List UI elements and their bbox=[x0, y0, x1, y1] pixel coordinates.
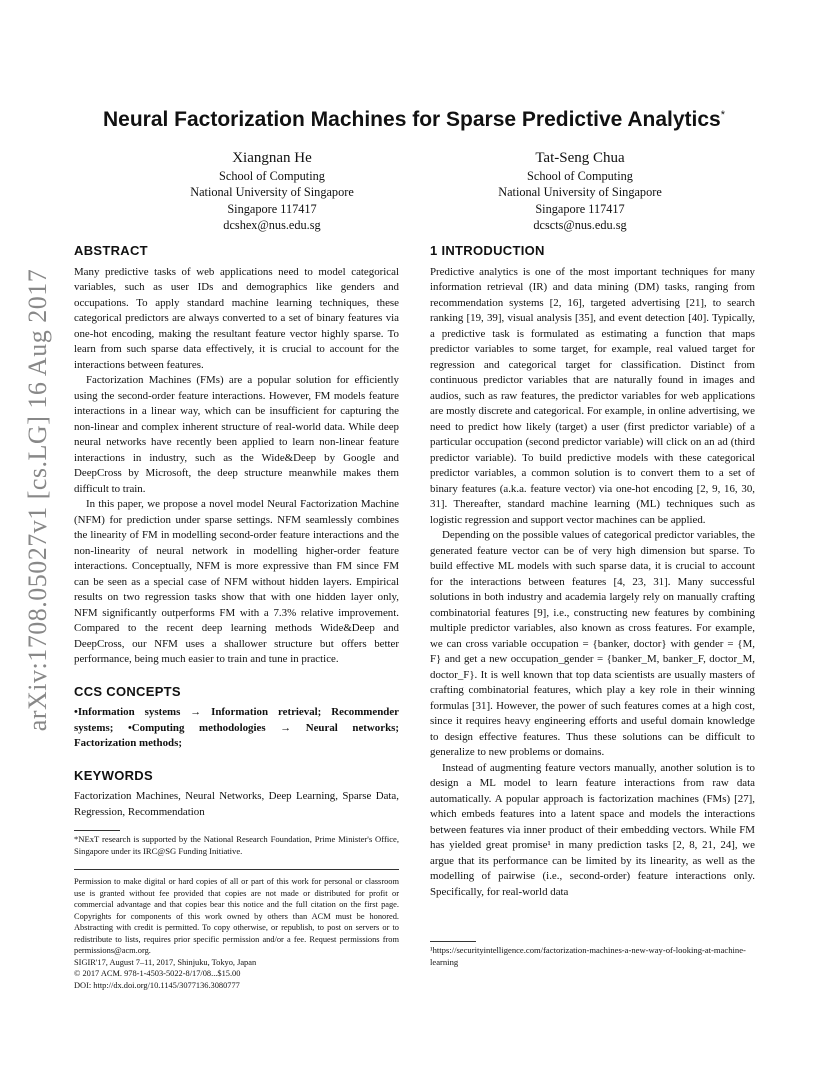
ccs-heading: CCS CONCEPTS bbox=[74, 683, 181, 699]
ccs-concepts-text: •Information systems → Information retrieval; Recommender systems; •Computing methodologies → Neural networks; Factorization methods; bbox=[74, 706, 399, 749]
conference-venue: SIGIR'17, August 7–11, 2017, Shinjuku, Tokyo, Japan bbox=[74, 957, 257, 967]
author-block-2 bbox=[430, 149, 730, 233]
author-name: Tat-Seng Chua bbox=[535, 150, 625, 166]
author-org: National University of Singapore bbox=[498, 185, 662, 200]
author-email: dcshex@nus.edu.sg bbox=[223, 217, 321, 232]
arxiv-stamp-text: arXiv:1708.05027v1 [cs.LG] 16 Aug 2017 bbox=[23, 268, 52, 732]
footnote-rule bbox=[74, 830, 120, 831]
author-address: Singapore 117417 bbox=[535, 201, 625, 216]
arxiv-stamp bbox=[20, 268, 56, 732]
right-column bbox=[430, 243, 755, 900]
footnote-rule bbox=[430, 941, 476, 942]
introduction-paragraph-1: Predictive analytics is one of the most important techniques for many information retrieval (IR) and data mining (DM) tasks, ranging from recommendation systems [2, 16], targeted advertising [21], to search ranking [19, 39], visual analysis [35], and event detection [40]. Typically, a predictive task is formulated as estimating a function that maps predictor variables to some target, for example, real valued target for regression and categorical target for classification. Distinct from continuous predictor variables that are naturally found in images and audios, such as raw features, the predictor variables for web applications are mostly discrete and categorical. For example, in online advertising, we need to predict how likely (target) a user (first predictor variable) of a particular occupation (second predictor variable) will click on an ad (third predictor variable). To build predictive models with these categorical predictor variables, a common solution is to convert them to a set of binary features (a.k.a. feature vector) via one-hot encoding [2, 9, 16, 30, 31]. Thereafter, standard machine learning (ML) techniques such as logistic regression and support vector machines can be applied. bbox=[430, 265, 755, 526]
author-email: dcscts@nus.edu.sg bbox=[533, 217, 627, 232]
author-dept: School of Computing bbox=[527, 169, 633, 183]
keywords-text: Factorization Machines, Neural Networks, Deep Learning, Sparse Data, Regression, Recommendation bbox=[74, 790, 399, 818]
license-text: Permission to make digital or hard copies of all or part of this work for personal or classroom use is granted without fee provided that copies are not made or distributed for profit or commercial advantage and that copies bear this notice and the full citation on the first page. Copyrights for components of this work owned by others than ACM must be honored. Abstracting with credit is permitted. To copy otherwise, or republish, to post on servers or to redistribute to lists, requires prior specific permission and/or a fee. Request permissions from permissions@acm.org. bbox=[74, 877, 399, 955]
paper-title-text: Neural Factorization Machines for Sparse Predictive Analytics bbox=[102, 108, 721, 131]
author-address: Singapore 117417 bbox=[227, 201, 317, 216]
abstract-heading: ABSTRACT bbox=[74, 243, 148, 258]
introduction-paragraph-3: Instead of augmenting feature vectors manually, another solution is to design a ML model to learn feature interactions from raw data automatically. A popular approach is factorization machines (FMs) [27], which embeds features into a latent space and models the interactions between features via inner product of their embedding vectors. While FM has yielded great promise¹ in many prediction tasks [2, 8, 21, 24], we argue that its performance can be limited by its linearity, as well as the modelling of pairwise (i.e., second-order) feature interactions only. Specifically, for real-world data bbox=[430, 761, 755, 898]
introduction-paragraph-2: Depending on the possible values of categorical predictor variables, the generated feature vector can be of very high dimension but sparse. To build effective ML models with such sparse data, it is crucial to account for the interactions between features [4, 23, 31]. Many successful solutions in both industry and academia largely rely on manually crafting combinatorial features [9], i.e., constructing new features by combining multiple predictor variables, also known as cross features. For example, we can cross variable occupation = {banker, doctor} with gender = {M, F} and get a new occupation_gender = {banker_M, banker_F, doctor_M, doctor_F}. It is well known that top data scientists are usually masters of crafting combinatorial features, which play a key role in their winning formulas [31]. However, the power of such features comes at a high cost, since it requires heavy engineering efforts and useful domain knowledge to design effective features. Thus these solutions can be difficult to generalize to new problems or domains. bbox=[430, 529, 755, 758]
title-footnote-mark: * bbox=[720, 109, 726, 121]
url-footnote-block bbox=[430, 931, 755, 968]
doi-line: DOI: http://dx.doi.org/10.1145/3077136.3080777 bbox=[74, 980, 240, 990]
copyright-line: © 2017 ACM. 978-1-4503-5022-8/17/08...$15.00 bbox=[74, 969, 241, 978]
url-footnote: ¹https://securityintelligence.com/factorization-machines-a-new-way-of-looking-at-machine-learning bbox=[430, 945, 746, 967]
abstract-paragraph-2: Factorization Machines (FMs) are a popular solution for efficiently using the second-order feature interactions. However, FM models feature interactions in a linear way, which can be insufficient for capturing the non-linear and complex inherent structure of real-world data. While deep neural networks have recently been applied to learn non-linear feature interactions in industry, such as the Wide&Deep by Google and DeepCross by Microsoft, the deep structure meanwhile makes them difficult to train. bbox=[74, 374, 399, 495]
left-column bbox=[74, 243, 399, 991]
funding-footnote: *NExT research is supported by the National Research Foundation, Prime Minister's Office, Singapore under its IRC@SG Funding Initiative. bbox=[74, 834, 399, 856]
paper-title bbox=[60, 108, 768, 132]
introduction-heading: 1 INTRODUCTION bbox=[430, 243, 545, 258]
author-name: Xiangnan He bbox=[232, 150, 312, 166]
author-block-1 bbox=[122, 149, 422, 233]
keywords-heading: KEYWORDS bbox=[74, 767, 153, 783]
abstract-paragraph-3: In this paper, we propose a novel model Neural Factorization Machine (NFM) for prediction under sparse settings. NFM seamlessly combines the linearity of FM in modelling second-order feature interactions and the non-linearity of neural network in modelling higher-order feature interactions. Conceptually, NFM is more expressive than FM since FM can be seen as a special case of NFM without hidden layers. Empirical results on two regression tasks show that with one hidden layer only, NFM significantly outperforms FM with a 7.3% relative improvement. Compared to the recent deep learning methods Wide&Deep and DeepCross, our NFM uses a shallower structure but offers better performance, being much easier to train and tune in practice. bbox=[74, 498, 399, 665]
license-rule bbox=[74, 869, 399, 870]
author-org: National University of Singapore bbox=[190, 185, 354, 200]
author-dept: School of Computing bbox=[219, 169, 325, 183]
abstract-paragraph-1: Many predictive tasks of web applications need to model categorical variables, such as user IDs and demographics like genders and occupations. To apply standard machine learning techniques, these categorical predictors are always converted to a set of binary features via one-hot encoding, making the resultant feature vector highly sparse. To learn from such sparse data effectively, it is crucial to account for the interactions between features. bbox=[74, 265, 399, 371]
